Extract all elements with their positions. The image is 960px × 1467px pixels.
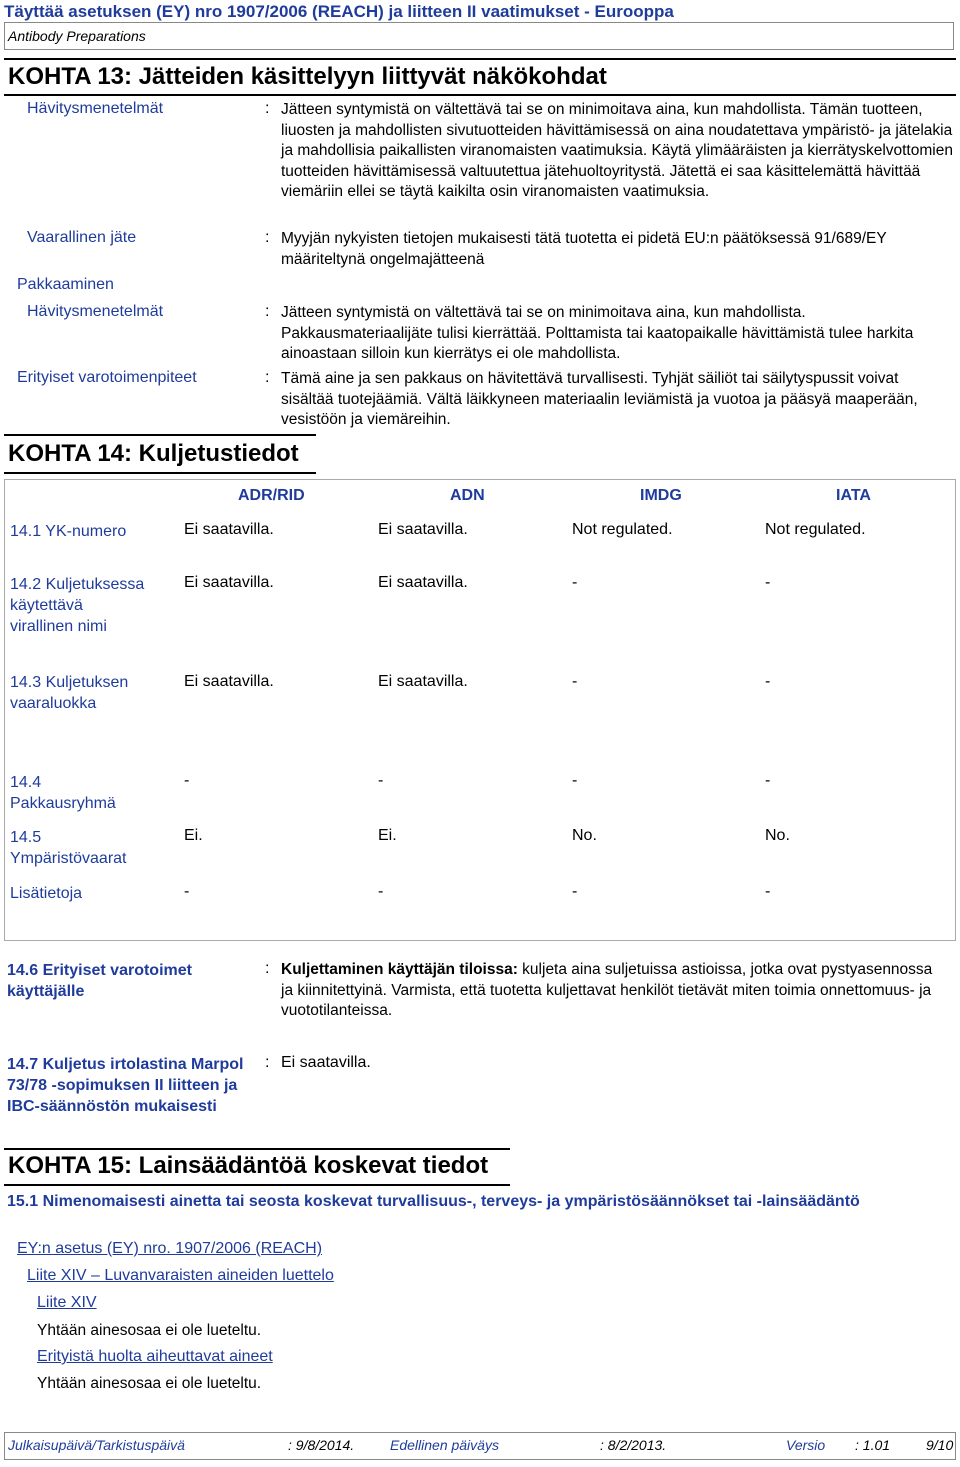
product-name-box xyxy=(4,22,954,50)
section-rule xyxy=(4,94,956,96)
bulk-transport-value: Ei saatavilla. xyxy=(281,1054,371,1071)
table-cell: Ei saatavilla. xyxy=(378,673,468,690)
table-cell: - xyxy=(765,574,771,591)
colon: : xyxy=(265,369,270,386)
row-label: Lisätietoja xyxy=(10,885,83,902)
special-precautions-text: Tämä aine ja sen pakkaus on hävitettävä turvallisesti. Tyhjät säiliöt tai säilytyspussit voivat sisältää tuotejäämiä. Vältä läikkyneen materiaalin leviämistä ja vuotoa ja pääsyä maaperään, vesistöön ja viemäreihin. xyxy=(281,370,918,428)
colon: : xyxy=(265,100,270,117)
annex-xiv-text: Yhtään ainesosaa ei ole lueteltu. xyxy=(37,1322,262,1339)
packaging-subheading: Pakkaaminen xyxy=(17,276,114,293)
version-value: : 1.01 xyxy=(855,1437,891,1453)
table-cell: - xyxy=(378,883,384,900)
svhc-text: Yhtään ainesosaa ei ole lueteltu. xyxy=(37,1375,262,1392)
regulations-subtitle: 15.1 Nimenomaisesti ainetta tai seosta koskevat turvallisuus-, terveys- ja ympäristösäännökset tai -lainsäädäntö xyxy=(7,1193,860,1210)
table-cell: Ei saatavilla. xyxy=(378,521,468,538)
table-cell: - xyxy=(572,772,578,789)
section-15-title: KOHTA 15: Lainsäädäntöä koskevat tiedot xyxy=(8,1152,489,1179)
row-label: 14.1 YK-numero xyxy=(10,523,127,540)
column-header-adr-rid: ADR/RID xyxy=(238,487,305,504)
annex-xiv-list-link[interactable]: Liite XIV – Luvanvaraisten aineiden luettelo xyxy=(27,1267,334,1284)
column-header-iata: IATA xyxy=(836,487,871,504)
disposal-text: Jätteen syntymistä on vältettävä tai se on minimoitava aina, kun mahdollista. Tämän tuotteen, liuosten ja mahdollisten sivutuotteiden hävittämisessä on aina noudatettava ympäristö- ja jätelakia ja mahdollisia paikallisten viranomaisten vaatimuksia. Käytä ylimääräisten ja kierrätyskelvottomien tuotteiden hävittämisessä valtuutettua jätehuoltoyritystä. Jätettä ei saa käsittelemättä hävittää viemäriin ellei se täytä kaikilta osin viranomaisten vaatimuksia. xyxy=(281,101,953,200)
reach-regulation-link[interactable]: EY:n asetus (EY) nro. 1907/2006 (REACH) xyxy=(17,1240,323,1257)
table-cell: - xyxy=(765,772,771,789)
row-label: 14.2 Kuljetuksessa käytettävä virallinen nimi xyxy=(10,576,145,635)
user-precautions-text xyxy=(281,960,946,1022)
table-cell: Not regulated. xyxy=(572,521,673,538)
page-number: 9/10 xyxy=(926,1437,954,1453)
version-label: Versio xyxy=(786,1437,826,1453)
pack-disposal-label: Hävitysmenetelmät xyxy=(27,303,164,320)
previous-date-label: Edellinen päiväys xyxy=(390,1437,499,1453)
user-precautions-body: kuljeta aina suljetuissa astioissa, jotka ovat pystyasennossa ja kiinnitettyinä. Varmista, että tuotetta kuljettavat henkilöt tietävät miten toimia onnettomuus- ja vuototilanteissa. xyxy=(281,961,933,1019)
table-cell: Ei saatavilla. xyxy=(378,574,468,591)
bulk-transport-label: 14.7 Kuljetus irtolastina Marpol 73/78 -sopimuksen II liitteen ja IBC-säännöstön mukaisesti xyxy=(7,1056,244,1115)
pack-disposal-text: Jätteen syntymistä on vältettävä tai se on minimoitava aina, kun mahdollista. Pakkausmateriaalijäte tulisi kierrättää. Polttamista tai kaatopaikalle hävittämistä tulee harkita ainoastaan silloin kun kierrätys ei ole mahdollista. xyxy=(281,304,914,362)
table-cell: No. xyxy=(572,827,597,844)
hazardous-waste-label: Vaarallinen jäte xyxy=(27,229,137,246)
table-cell: - xyxy=(572,574,578,591)
document-title: Täyttää asetuksen (EY) nro 1907/2006 (REACH) ja liitteen II vaatimukset - Eurooppa xyxy=(4,2,674,21)
section-14-title: KOHTA 14: Kuljetustiedot xyxy=(8,440,299,467)
table-cell: Ei saatavilla. xyxy=(184,574,274,591)
section-rule xyxy=(4,58,956,60)
svhc-link[interactable]: Erityistä huolta aiheuttavat aineet xyxy=(37,1348,273,1365)
colon: : xyxy=(265,1054,270,1071)
table-cell: - xyxy=(572,673,578,690)
row-label: 14.5 Ympäristövaarat xyxy=(10,829,127,867)
previous-date-value: : 8/2/2013. xyxy=(600,1437,667,1453)
table-cell: Ei. xyxy=(184,827,203,844)
user-precautions-label: 14.6 Erityiset varotoimet käyttäjälle xyxy=(7,962,192,1000)
table-cell: - xyxy=(572,883,578,900)
column-header-imdg: IMDG xyxy=(640,487,682,504)
table-cell: - xyxy=(765,883,771,900)
row-label: 14.4 Pakkausryhmä xyxy=(10,774,116,812)
colon: : xyxy=(265,960,270,977)
column-header-adn: ADN xyxy=(450,487,485,504)
special-precautions-label: Erityiset varotoimenpiteet xyxy=(17,369,197,386)
section-rule xyxy=(4,1184,510,1186)
annex-xiv-link[interactable]: Liite XIV xyxy=(37,1294,97,1311)
table-cell: - xyxy=(765,673,771,690)
table-cell: - xyxy=(184,772,190,789)
issue-date-value: : 9/8/2014. xyxy=(288,1437,355,1453)
colon: : xyxy=(265,303,270,320)
table-cell: Not regulated. xyxy=(765,521,866,538)
table-cell: - xyxy=(184,883,190,900)
hazardous-waste-text: Myyjän nykyisten tietojen mukaisesti tätä tuotetta ei pidetä EU:n päätöksessä 91/689/EY määriteltynä ongelmajätteenä xyxy=(281,230,887,268)
section-rule xyxy=(4,472,316,474)
table-cell: Ei saatavilla. xyxy=(184,521,274,538)
user-precautions-bold: Kuljettaminen käyttäjän tiloissa: xyxy=(281,961,518,978)
row-label: 14.3 Kuljetuksen vaaraluokka xyxy=(10,674,129,712)
disposal-label: Hävitysmenetelmät xyxy=(27,100,164,117)
table-cell: Ei. xyxy=(378,827,397,844)
colon: : xyxy=(265,229,270,246)
section-rule xyxy=(4,1148,510,1150)
table-cell: No. xyxy=(765,827,790,844)
section-13-title: KOHTA 13: Jätteiden käsittelyyn liittyvät näkökohdat xyxy=(8,63,607,90)
table-cell: - xyxy=(378,772,384,789)
table-cell: Ei saatavilla. xyxy=(184,673,274,690)
section-rule xyxy=(4,434,316,436)
product-name: Antibody Preparations xyxy=(8,28,146,44)
issue-date-label: Julkaisupäivä/Tarkistuspäivä xyxy=(8,1437,185,1453)
